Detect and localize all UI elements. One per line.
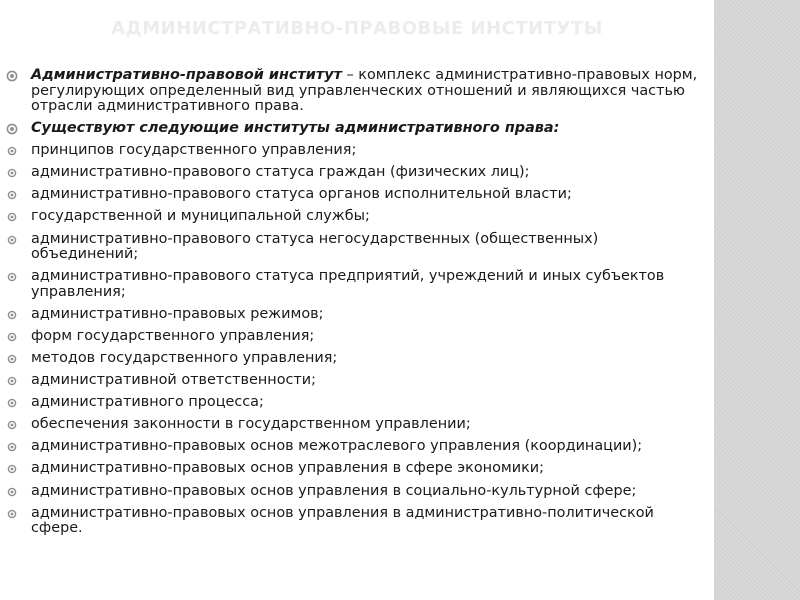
list-item-text: принципов государственного управления; (31, 142, 357, 159)
intro-paragraph (6, 121, 706, 137)
dot-bullet-icon (6, 234, 18, 246)
dot-bullet-icon (6, 167, 18, 179)
list-item (6, 307, 706, 323)
definition-term: Административно-правовой институт (31, 67, 342, 83)
list-item (6, 506, 706, 537)
list-item-text: административно-правовых основ управления в социально-культурной сфере; (31, 482, 637, 499)
list-item-text: форм государственного управления; (31, 327, 315, 344)
dot-bullet-icon (6, 397, 18, 409)
list-item-text: административно-правового статуса граждан (физических лиц); (31, 164, 530, 181)
dot-bullet-icon (6, 271, 18, 283)
list-item (6, 395, 706, 411)
list-item-text: административной ответственности; (31, 372, 316, 389)
list-item-text: административно-правового статуса органов исполнительной власти; (31, 186, 572, 203)
list-item (6, 373, 706, 389)
definition-paragraph (6, 68, 706, 115)
dot-bullet-icon (6, 331, 18, 343)
dot-bullet-icon (6, 375, 18, 387)
list-item (6, 143, 706, 159)
list-item-text: административного процесса; (31, 394, 264, 411)
list-item (6, 209, 706, 225)
list-item-text: государственной и муниципальной службы; (31, 208, 370, 225)
dot-bullet-icon (6, 353, 18, 365)
dot-bullet-icon (6, 189, 18, 201)
list-item (6, 351, 706, 367)
dot-bullet-icon (6, 211, 18, 223)
dot-bullet-icon (6, 441, 18, 453)
institutes-list (6, 143, 706, 536)
dot-bullet-icon (6, 486, 18, 498)
list-item-text: административно-правовых основ управления в административно-политической сфере. (31, 504, 654, 537)
definition-text: – комплекс административно-правовых норм, регулирующих определенный вид управленческих отношений и являющихся частью отрасли административного права. (31, 67, 698, 114)
dot-bullet-icon (6, 463, 18, 475)
list-item-text: административно-правового статуса предприятий, учреждений и иных субъектов управления; (31, 268, 665, 300)
list-item (6, 417, 706, 433)
decorative-side-band (714, 0, 800, 600)
ring-bullet-icon (6, 123, 18, 135)
list-item (6, 439, 706, 455)
list-item-text: методов государственного управления; (31, 349, 338, 366)
slide-content (6, 68, 706, 543)
list-item (6, 461, 706, 477)
list-item-text: административно-правовых основ межотраслевого управления (координации); (31, 438, 643, 455)
dot-bullet-icon (6, 508, 18, 520)
list-item-text: обеспечения законности в государственном управлении; (31, 416, 471, 433)
list-item-text: административно-правовых основ управления в сфере экономики; (31, 460, 544, 477)
list-item-text: административно-правового статуса негосударственных (общественных) объединений; (31, 230, 599, 263)
dot-bullet-icon (6, 419, 18, 431)
ring-bullet-icon (6, 70, 18, 82)
list-item (6, 187, 706, 203)
list-item (6, 329, 706, 345)
list-item-text: административно-правовых режимов; (31, 305, 324, 322)
list-item (6, 232, 706, 263)
intro-text: Существуют следующие институты административного права: (31, 120, 560, 137)
list-item (6, 269, 706, 300)
list-item (6, 484, 706, 500)
list-item (6, 165, 706, 181)
dot-bullet-icon (6, 145, 18, 157)
dot-bullet-icon (6, 309, 18, 321)
slide-title: АДМИНИСТРАТИВНО-ПРАВОВЫЕ ИНСТИТУТЫ (111, 18, 603, 39)
